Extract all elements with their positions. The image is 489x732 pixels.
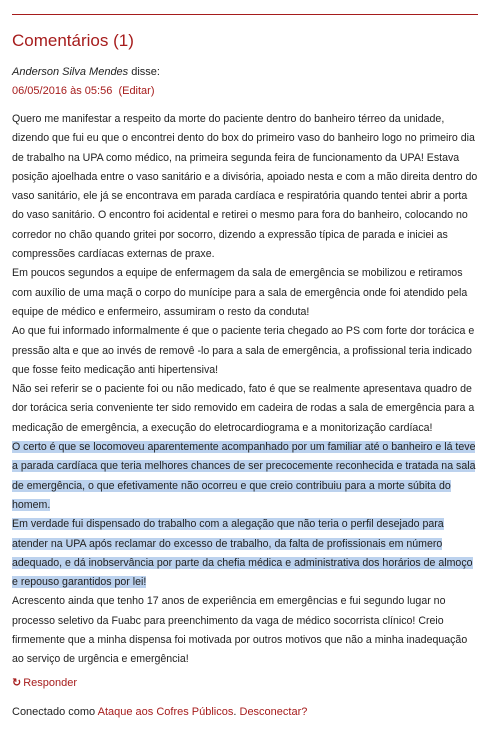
comment-body: [12, 110, 478, 670]
logged-in-user-link[interactable]: Ataque aos Cofres Públicos: [97, 706, 234, 718]
comment-paragraph: Em poucos segundos a equipe de enfermagem da sala de emergência se mobilizou e retiramos com auxílio de uma maçã o corpo do munícipe para a sala de emergência onde foi atendido pela equipe de médico e enfermeiro, assumiram o resto da conduta!: [12, 267, 468, 318]
reply-label: Responder: [23, 677, 78, 689]
reply-link[interactable]: [12, 676, 77, 689]
comment-date-link[interactable]: 06/05/2016 às 05:56: [12, 85, 113, 97]
comment-author-suffix: disse:: [128, 66, 160, 78]
comment-paragraph: Acrescento ainda que tenho 17 anos de experiência em emergências e fui segundo lugar no processo seletivo da Fuabc para preenchimento da vaga de médico socorrista clínico! Creio firmemente que a minha dispensa foi motivada por outros motivos que não a minha inadequação ao serviço de urgência e emergência!: [12, 595, 468, 666]
logged-in-line: [12, 706, 307, 718]
reply-arrow-icon: ↻: [12, 677, 22, 689]
comment-paragraph: Não sei referir se o paciente foi ou não medicado, fato é que se realmente apresentava quadro de dor torácica seria conveniente ter sido removido em cadeira de rodas a sala de emergência para a medicação de emergência, a execução do eletrocardiograma e a monitorização cardíaca!: [12, 383, 475, 434]
selected-text: O certo é que se locomoveu aparentemente acompanhado por um familiar até o banheiro e lá teve a parada cardíaca que teria melhores chances de ser precocemente reconhecida e tratada na sala de emergência, o que efetivamente não ocorreu e que creio contribuiu para a morte súbita do homem.: [12, 441, 476, 511]
comment-paragraph-selected: [12, 515, 478, 592]
selected-text: Em verdade fui dispensado do trabalho com a alegação que não teria o perfil desejado para atender na UPA após reclamar do excesso de trabalho, da falta de profissionais em número adequado, e dá inobservância por parte da chefia médica e administrativa dos horários de almoço e repouso garantidos por lei!: [12, 518, 473, 589]
top-divider: [12, 14, 478, 15]
comment-paragraph: Quero me manifestar a respeito da morte do paciente dentro do banheiro térreo da unidade, dizendo que fui eu que o encontrei dento do box do primeiro vaso do banheiro logo no primeiro dia de trabalho na UPA como médico, na primeira segunda feira de funcionamento da UPA! Estava posição ajoelhada entre o vaso sanitário e a divisória, apoiado nesta e com a mão direita dentro do vaso sanitário, ele já se encontrava em parada cardíaca e respiratória quando tentei abrir a porta do vaso sanitário. O encontro foi acidental e retirei o mesmo para fora do banheiro, colocando no corredor no chão quando gritei por socorro, dizendo a expressão típica de parada e iniciei as compressões cardíacas externas de praxe.: [12, 113, 478, 261]
comment-meta: [12, 85, 155, 97]
comment-author-name: Anderson Silva Mendes: [12, 66, 129, 78]
logged-in-prefix: Conectado como: [12, 706, 98, 718]
comment-author-line: [12, 66, 160, 78]
comment-paragraph-selected: [12, 438, 478, 515]
logged-in-separator: .: [233, 706, 240, 718]
comments-title: Comentários (1): [12, 31, 134, 50]
edit-comment-link[interactable]: (Editar): [118, 85, 155, 97]
logout-link[interactable]: Desconectar?: [239, 706, 308, 718]
comment-paragraph: Ao que fui informado informalmente é que o paciente teria chegado ao PS com forte dor torácica e pressão alta e que ao invés de removê -lo para a sala de emergência, a profissional teria indicado que fosse feito medicação anti hipertensiva!: [12, 325, 475, 376]
